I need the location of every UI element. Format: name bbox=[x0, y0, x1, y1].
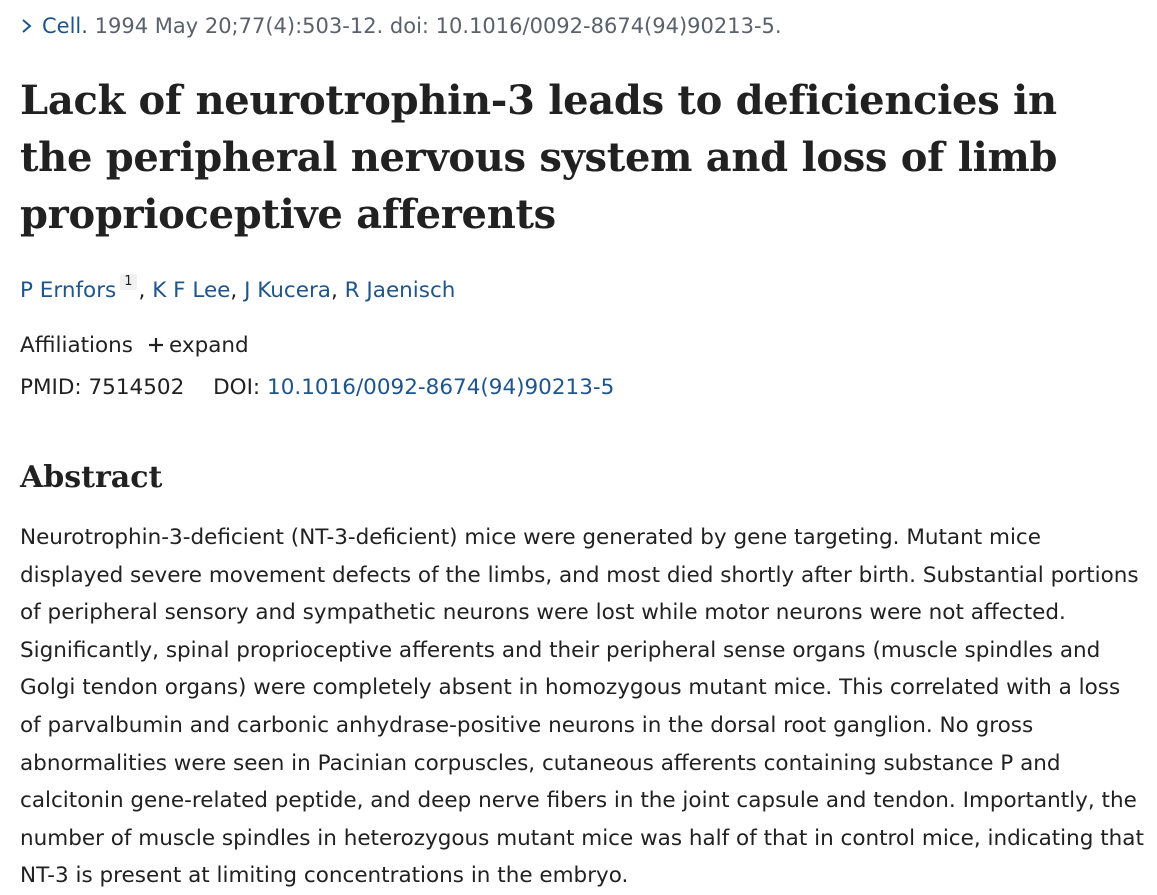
abstract-text: Neurotrophin-3-deficient (NT-3-deficient) mice were generated by gene targeting. Mutant mice displayed severe movement defects of the limbs, and most died shortly after birth. Substantial portions of peripheral sensory and sympathetic neurons were lost while motor neurons were not affected. Significantly, spinal proprioceptive afferents and their peripheral sense organs (muscle spindles and Golgi tendon organs) were completely absent in homozygous mutant mice. This correlated with a loss of parvalbumin and carbonic anhydrase-positive neurons in the dorsal root ganglion. No gross abnormalities were seen in Pacinian corpuscles, cutaneous afferents containing substance P and calcitonin gene-related peptide, and deep nerve fibers in the joint capsule and tendon. Importantly, the number of muscle spindles in heterozygous mutant mice was half of that in control mice, indicating that NT-3 is present at limiting concentrations in the embryo. bbox=[20, 525, 1144, 889]
author-separator: , bbox=[138, 278, 153, 303]
author-link[interactable]: K F Lee bbox=[152, 278, 231, 303]
doi-label: DOI: bbox=[213, 375, 261, 400]
article-title: Lack of neurotrophin-3 leads to deficiencies in the peripheral nervous system and loss of limb proprioceptive afferents bbox=[20, 77, 1058, 238]
plus-icon[interactable] bbox=[147, 330, 165, 362]
expand-affiliations-button[interactable]: expand bbox=[169, 333, 249, 358]
author-link[interactable]: P Ernfors bbox=[20, 278, 117, 303]
abstract-heading: Abstract bbox=[20, 460, 163, 495]
pmid-label: PMID: bbox=[20, 375, 82, 400]
author-list bbox=[20, 274, 455, 306]
author-link[interactable]: J Kucera bbox=[244, 278, 331, 303]
identifiers-row bbox=[20, 372, 614, 404]
affiliations-label: Affiliations bbox=[20, 333, 134, 358]
author-link[interactable]: R Jaenisch bbox=[344, 278, 456, 303]
author-separator: , bbox=[230, 278, 245, 303]
doi-link[interactable]: 10.1016/0092-8674(94)90213-5 bbox=[267, 375, 615, 400]
citation-details: 1994 May 20;77(4):503-12. doi: 10.1016/0092-8674(94)90213-5. bbox=[94, 14, 782, 38]
journal-link[interactable]: Cell. bbox=[42, 14, 88, 38]
pmid-value: 7514502 bbox=[88, 375, 185, 400]
author-separator: , bbox=[330, 278, 345, 303]
chevron-right-icon[interactable] bbox=[20, 12, 42, 40]
journal-citation bbox=[20, 12, 782, 40]
affiliation-ref-badge[interactable]: 1 bbox=[120, 274, 136, 290]
affiliations-row bbox=[20, 330, 249, 362]
